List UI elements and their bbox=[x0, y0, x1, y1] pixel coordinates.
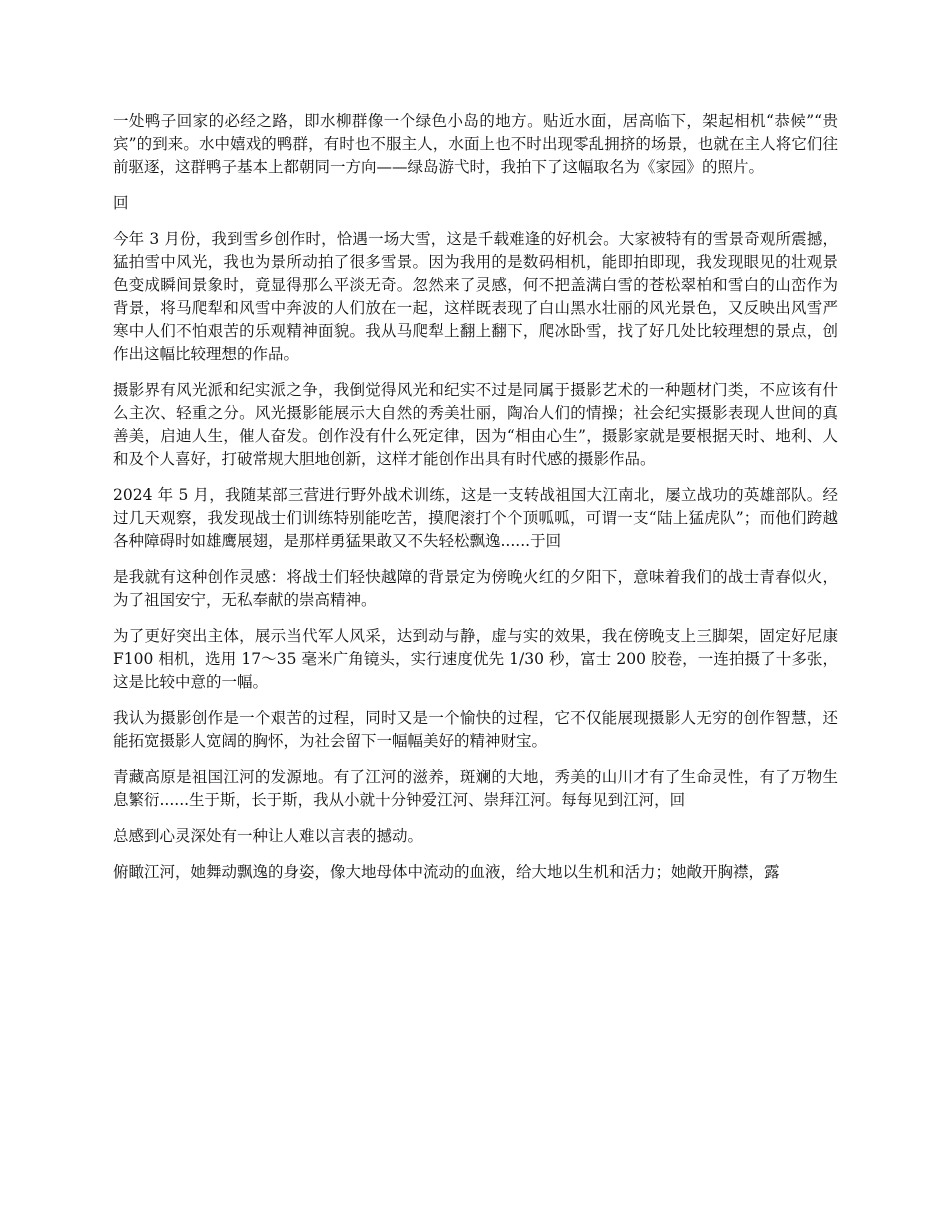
paragraph-creation-process: 我认为摄影创作是一个艰苦的过程，同时又是一个愉快的过程，它不仅能展现摄影人无穷的创作智慧，还能拓宽摄影人宽阔的胸怀，为社会留下一幅幅美好的精神财宝。 bbox=[113, 709, 838, 750]
paragraph-duck-homeland: 一处鸭子回家的必经之路，即水柳群像一个绿色小岛的地方。贴近水面，居高临下，架起相机“恭候”“贵宾”的到来。水中嬉戏的鸭群，有时也不服主人，水面上也不时出现零乱拥挤的场景，也就在主人将它们往前驱逐，这群鸭子基本上都朝同一方向——绿岛游弋时，我拍下了这幅取名为《家园》的照片。 bbox=[113, 112, 838, 176]
paragraph-creative-inspiration: 是我就有这种创作灵感：将战士们轻快越障的背景定为傍晚火红的夕阳下，意味着我们的战士青春似火，为了祖国安宁，无私奉献的崇高精神。 bbox=[113, 568, 838, 609]
paragraph-camera-settings: 为了更好突出主体，展示当代军人风采，达到动与静，虚与实的效果，我在傍晚支上三脚架，固定好尼康 F100 相机，选用 17～35 毫米广角镜头，实行速度优先 1/30 秒，富士 200 胶卷，一连拍摄了十多张，这是比较中意的一幅。 bbox=[113, 627, 838, 691]
paragraph-snow-town: 今年 3 月份，我到雪乡创作时，恰遇一场大雪，这是千载难逢的好机会。大家被特有的雪景奇观所震撼，猛拍雪中风光，我也为景所动拍了很多雪景。因为我用的是数码相机，能即拍即现，我发现眼见的壮观景色变成瞬间景象时，竟显得那么平淡无奇。忽然来了灵感，何不把盖满白雪的苍松翠柏和雪白的山峦作为背景，将马爬犁和风雪中奔波的人们放在一起，这样既表现了白山黑水壮丽的风光景色，又反映出风雪严寒中人们不怕艰苦的乐观精神面貌。我从马爬犁上翻上翻下，爬冰卧雪，找了好几处比较理想的景点，创作出这幅比较理想的作品。 bbox=[113, 230, 838, 363]
paragraph-field-training: 2024 年 5 月，我随某部三营进行野外战术训练，这是一支转战祖国大江南北，屡立战功的英雄部队。经过几天观察，我发现战士们训练特别能吃苦，摸爬滚打个个顶呱呱，可谓一支“陆上猛虎队”；而他们跨越各种障碍时如雄鹰展翅，是那样勇猛果敢又不失轻松飘逸......于回 bbox=[113, 486, 838, 550]
paragraph-overlooking-river: 俯瞰江河，她舞动飘逸的身姿，像大地母体中流动的血液，给大地以生机和活力；她敞开胸襟，露 bbox=[113, 863, 780, 881]
paragraph-fragment-1: 回 bbox=[113, 194, 129, 212]
paragraph-landscape-vs-documentary: 摄影界有风光派和纪实派之争，我倒觉得风光和纪实不过是同属于摄影艺术的一种题材门类，不应该有什么主次、轻重之分。风光摄影能展示大自然的秀美壮丽，陶冶人们的情操；社会纪实摄影表现人世间的真善美，启迪人生，催人奋发。创作没有什么死定律，因为“相由心生”，摄影家就是要根据天时、地利、人和及个人喜好，打破常规大胆地创新，这样才能创作出具有时代感的摄影作品。 bbox=[113, 381, 838, 468]
paragraph-qinghai-tibet-rivers: 青藏高原是祖国江河的发源地。有了江河的滋养，斑斓的大地，秀美的山川才有了生命灵性，有了万物生息繁衍......生于斯，长于斯，我从小就十分钟爱江河、崇拜江河。每每见到江河，回 bbox=[113, 768, 838, 809]
paragraph-soul-moved: 总感到心灵深处有一种让人难以言表的撼动。 bbox=[113, 827, 424, 845]
